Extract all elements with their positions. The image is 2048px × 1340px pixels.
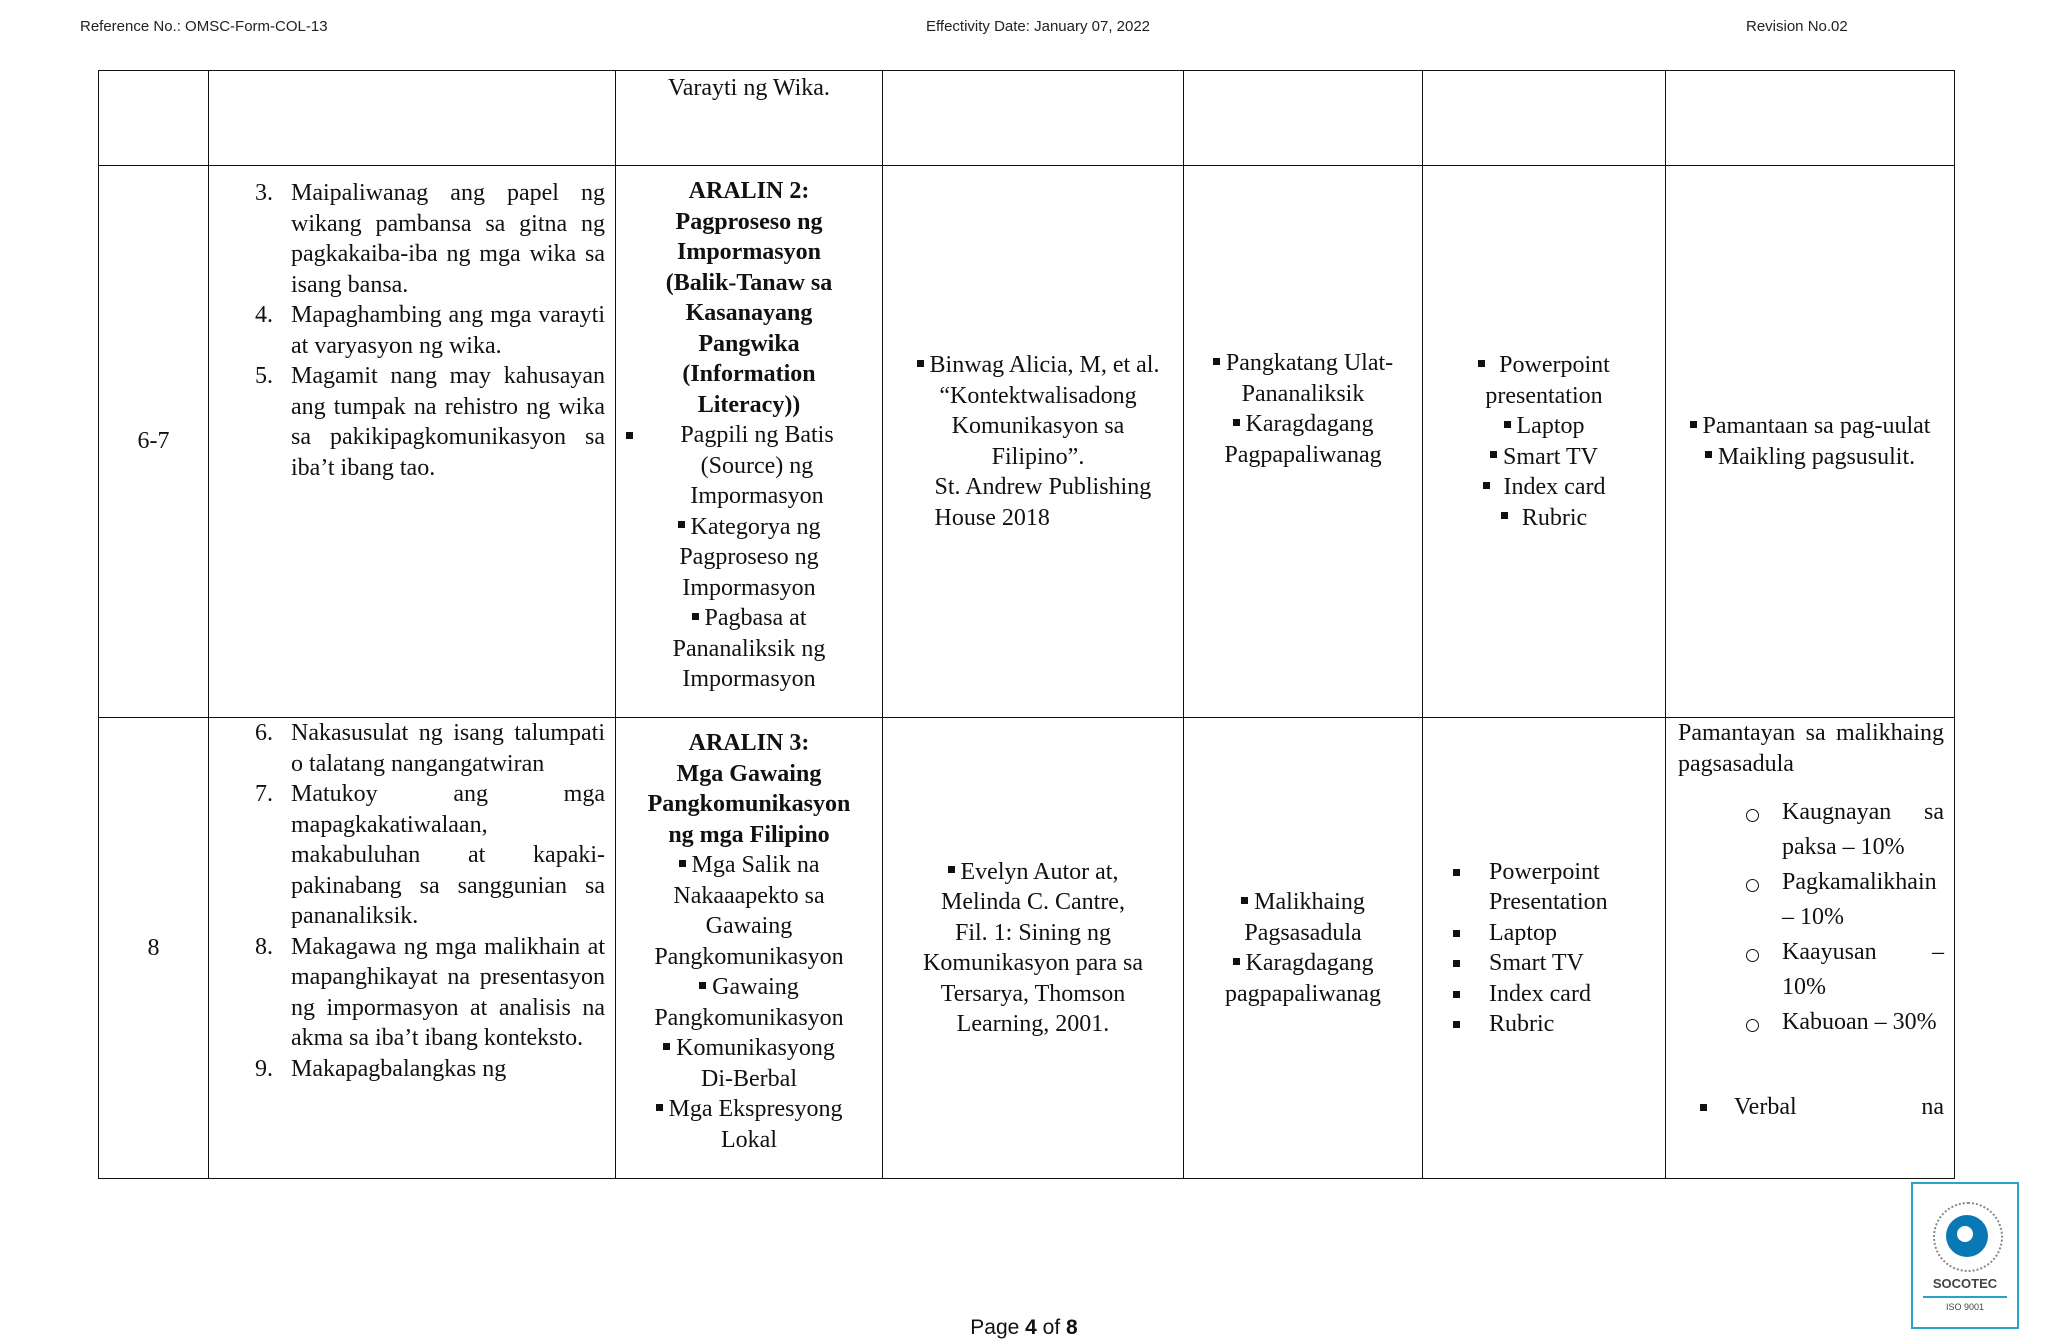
revision-number: Revision No.02 xyxy=(1746,18,1848,35)
reference-line: Komunikasyon para sa xyxy=(923,950,1143,976)
criteria-item: Pagkamalikhain – 10% xyxy=(1746,865,1944,935)
references-cell xyxy=(883,166,1184,718)
certification-badge xyxy=(1911,1182,2019,1329)
bullet-square-icon xyxy=(1453,1021,1460,1028)
bullet-square-icon xyxy=(1490,451,1497,458)
material-item: Rubric xyxy=(1453,1009,1665,1040)
reference-number: Reference No.: OMSC-Form-COL-13 xyxy=(80,18,328,35)
certification-brand: SOCOTEC xyxy=(1932,1276,1998,1291)
reference-line: “Kontektwalisadong xyxy=(939,382,1137,409)
bullet-square-icon xyxy=(948,866,955,873)
assessment-tail: Verbal na xyxy=(1678,1092,1944,1123)
material-item: Smart TV xyxy=(1443,442,1645,473)
bullet-square-icon xyxy=(679,860,686,867)
bullet-circle-icon xyxy=(1746,949,1759,962)
criteria-item: Kaayusan – 10% xyxy=(1746,935,1944,1005)
reference-line: Melinda C. Cantre, xyxy=(941,889,1125,915)
activity-item: Malikhaing Pagsasadula xyxy=(1198,887,1408,948)
material-item: Laptop xyxy=(1453,918,1665,949)
objectives-cell xyxy=(209,718,616,1179)
objective-item: 4. Mapaghambing ang mga varayti at varyasyon ng wika. xyxy=(279,300,605,361)
lesson-topic: Gawaing Pangkomunikasyon xyxy=(654,974,844,1031)
bullet-square-icon xyxy=(1700,1104,1707,1111)
bullet-square-icon xyxy=(1241,897,1248,904)
materials-cell xyxy=(1423,718,1666,1179)
bullet-square-icon xyxy=(1213,358,1220,365)
assessment-cell xyxy=(1666,166,1955,718)
lesson-cell xyxy=(616,718,883,1179)
material-item: Powerpoint Presentation xyxy=(1453,857,1665,918)
bullet-square-icon xyxy=(1705,451,1712,458)
bullet-square-icon xyxy=(1453,960,1460,967)
material-item: Powerpoint presentation xyxy=(1443,350,1645,411)
lesson-cell xyxy=(616,166,883,718)
lesson-tail: Varayti ng Wika. xyxy=(668,75,830,101)
material-item: Index card xyxy=(1443,472,1645,503)
reference-line: House 2018 xyxy=(934,504,1050,531)
table-row xyxy=(99,718,1955,1179)
assessment-item: Pamantaan sa pag-uulat xyxy=(1690,411,1931,442)
activity-item: Karagdagang Pagpapaliwanag xyxy=(1224,411,1382,468)
activity-item: Karagdagang pagpapaliwanag xyxy=(1225,950,1381,1007)
bullet-square-icon xyxy=(1453,991,1460,998)
bullet-square-icon xyxy=(1233,958,1240,965)
lesson-title: ARALIN 3: Mga Gawaing Pangkomunikasyon ng mga Filipino xyxy=(647,730,851,848)
table-row xyxy=(99,71,1955,166)
reference-line: Fil. 1: Sining ng xyxy=(954,919,1112,946)
reference-line: Binwag Alicia, M, et al. xyxy=(929,352,1160,378)
bullet-square-icon xyxy=(1478,360,1485,367)
bullet-square-icon xyxy=(678,521,685,528)
effectivity-date: Effectivity Date: January 07, 2022 xyxy=(926,18,1151,35)
materials-cell xyxy=(1423,166,1666,718)
week-cell: 8 xyxy=(99,718,209,1179)
week-cell: 6-7 xyxy=(99,166,209,718)
bullet-circle-icon xyxy=(1746,1019,1759,1032)
bullet-square-icon xyxy=(1453,930,1460,937)
lesson-topic: Kategorya ng Pagproseso ng Impormasyon xyxy=(679,513,821,601)
bullet-square-icon xyxy=(1483,482,1490,489)
bullet-square-icon xyxy=(1501,512,1508,519)
material-item: Rubric xyxy=(1443,503,1645,534)
assessment-heading: Pamantayan sa malikhaing pagsasadula xyxy=(1678,720,1944,777)
objective-item: 5. Magamit nang may kahusayan ang tumpak na rehistro ng wika sa pakikipagkomunikasyon sa iba’t ibang tao. xyxy=(279,361,605,483)
bullet-square-icon xyxy=(626,432,633,439)
reference-line: St. Andrew Publishing xyxy=(934,474,1152,500)
certification-standard: ISO 9001 xyxy=(1945,1302,1985,1312)
bullet-circle-icon xyxy=(1746,879,1759,892)
material-item: Laptop xyxy=(1443,411,1645,442)
reference-line: Komunikasyon sa xyxy=(951,413,1125,439)
references-cell xyxy=(883,718,1184,1179)
lesson-topic: Komunikasyong Di-Berbal xyxy=(622,1033,876,1094)
lesson-topic: Pagpili ng Batis (Source) ng Impormasyon xyxy=(622,420,876,512)
activities-cell xyxy=(1184,166,1423,718)
bullet-square-icon xyxy=(699,982,706,989)
reference-line: Tersarya, Thomson xyxy=(940,980,1126,1007)
bullet-circle-icon xyxy=(1746,809,1759,822)
bullet-square-icon xyxy=(656,1104,663,1111)
objective-item: 3. Maipaliwanag ang papel ng wikang pambansa sa gitna ng pagkakaiba-iba ng mga wika sa isang bansa. xyxy=(279,178,605,300)
objectives-cell xyxy=(209,166,616,718)
reference-line: Filipino”. xyxy=(991,443,1085,470)
reference-line: Learning, 2001. xyxy=(956,1011,1110,1037)
lesson-topic: Mga Ekspresyong Lokal xyxy=(622,1094,876,1155)
bullet-square-icon xyxy=(1504,421,1511,428)
table-row xyxy=(99,166,1955,718)
activities-cell xyxy=(1184,718,1423,1179)
objective-item: 7. Matukoy ang mga mapagkakatiwalaan, makabuluhan at kapaki-pakinabang sa sanggunian sa pananaliksik. xyxy=(279,779,605,932)
bullet-square-icon xyxy=(663,1043,670,1050)
assessment-cell xyxy=(1666,718,1955,1179)
socotec-logo-icon xyxy=(1946,1215,1988,1257)
assessment-item: Maikling pagsusulit. xyxy=(1690,442,1931,473)
objective-item: 6. Nakasusulat ng isang talumpati o talatang nangangatwiran xyxy=(279,718,605,779)
bullet-square-icon xyxy=(1453,869,1460,876)
criteria-item: Kabuoan – 30% xyxy=(1746,1005,1944,1040)
reference-line: Evelyn Autor at, xyxy=(960,858,1119,885)
objective-item: 9. Makapagbalangkas ng xyxy=(279,1054,605,1085)
objective-item: 8. Makagawa ng mga malikhain at mapanghikayat na presentasyon ng impormasyon at analisis na akma sa iba’t ibang konteksto. xyxy=(279,932,605,1054)
criteria-item: Kaugnayan sa paksa – 10% xyxy=(1746,795,1944,865)
bullet-square-icon xyxy=(1233,419,1240,426)
bullet-square-icon xyxy=(917,360,924,367)
lesson-title: ARALIN 2: Pagproseso ng Impormasyon (Balik-Tanaw sa Kasanayang Pangwika (Information Literacy)) xyxy=(665,178,833,418)
page-number: Page 4 of 8 xyxy=(970,1316,1078,1339)
bullet-square-icon xyxy=(692,613,699,620)
bullet-square-icon xyxy=(1690,421,1697,428)
material-item: Smart TV xyxy=(1453,948,1665,979)
course-plan-table xyxy=(98,70,1955,1179)
material-item: Index card xyxy=(1453,979,1665,1010)
activity-item: Pangkatang Ulat-Pananaliksik xyxy=(1196,348,1410,409)
lesson-topic: Mga Salik na Nakaaapekto sa Gawaing Pangkomunikasyon xyxy=(654,852,844,970)
lesson-topic: Pagbasa at Pananaliksik ng Impormasyon xyxy=(672,605,826,692)
